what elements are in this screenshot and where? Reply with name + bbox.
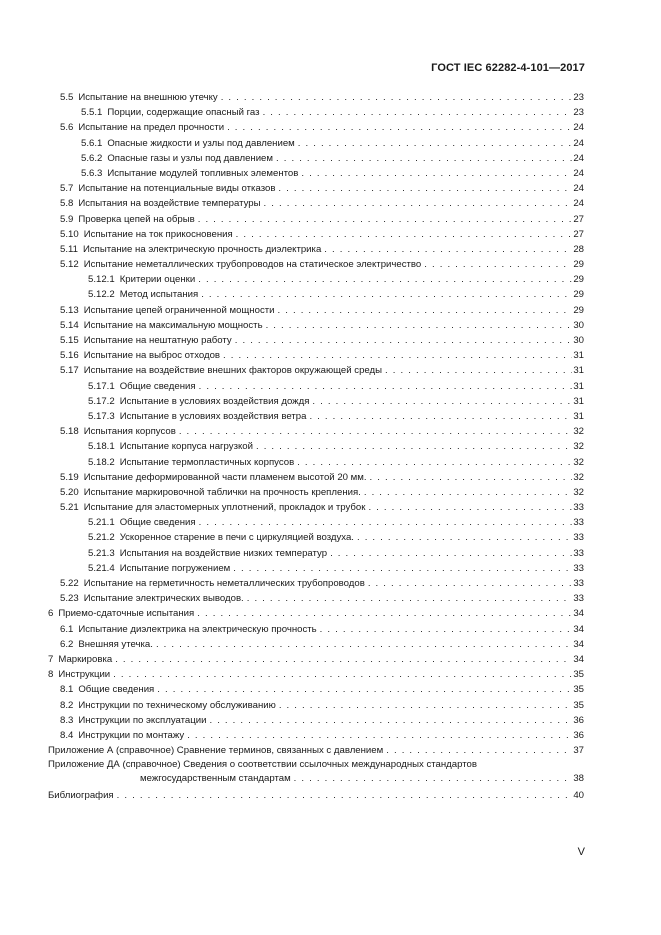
leader-dots [424,257,572,272]
toc-entry-number: 5.12 [60,259,79,271]
page-number: V [577,846,585,858]
toc-entry-page: 34 [573,608,584,620]
toc-entry[interactable] [48,333,584,348]
leader-dots [368,500,572,515]
toc-entry-page: 33 [573,562,584,574]
toc-entry-title: Испытание для эластомерных уплотнений, прокладок и трубок [83,502,366,514]
toc-entry-page: 24 [573,137,584,149]
toc-entry[interactable] [48,394,584,409]
toc-entry-page: 24 [573,183,584,195]
toc-entry[interactable] [48,667,584,682]
toc-entry-number: 5.15 [60,335,79,346]
toc-entry[interactable] [48,287,584,302]
toc-entry-title: Испытание в условиях воздействия дождя [119,395,310,407]
toc-entry-page: 33 [573,547,584,559]
leader-dots [197,606,572,621]
toc-entry[interactable] [48,546,584,561]
leader-dots [278,181,572,196]
toc-entry-title: Испытание неметаллических трубопроводов на статическое электричество [83,259,422,271]
toc-entry-number: 8 [48,669,54,681]
leader-dots [113,667,572,682]
toc-entry[interactable] [48,743,584,758]
toc-entry-number: 6.2 [60,638,74,650]
toc-entry-number: 5.13 [60,304,79,316]
toc-entry-number: 5.6.1 [81,137,103,149]
toc-entry-title: Испытания на воздействие низких температур [119,547,328,559]
toc-entry[interactable] [48,591,584,606]
toc-entry-page: 32 [573,441,584,453]
toc-entry[interactable] [48,637,584,652]
toc-entry-page: 31 [573,365,584,377]
toc-entry-page: 24 [573,122,584,134]
toc-entry-page: 27 [573,228,584,240]
toc-entry-page: 32 [573,426,584,438]
document-code: ГОСТ IEC 62282-4-101—2017 [431,62,585,74]
toc-entry-bibliography[interactable] [48,788,584,803]
toc-entry-page: 29 [573,274,584,286]
toc-entry[interactable] [48,622,584,637]
toc-entry-title: Инструкции по монтажу [78,729,185,741]
toc-entry[interactable] [48,196,584,211]
toc-entry-title: Общие сведения [119,380,196,392]
toc-entry[interactable] [48,257,584,272]
toc-entry-number: 8.4 [60,729,74,741]
toc-entry-page: 40 [573,790,584,802]
toc-entry-title: Приложение ДА (справочное) Сведения о соответствии ссылочных международных стандартов [48,759,477,771]
toc-entry-number: 5.9 [60,213,74,225]
leader-dots [385,363,572,378]
toc-entry-number: 5.23 [60,593,79,605]
toc-entry-title-cont: межгосударственным стандартам [140,773,291,785]
leader-dots [156,637,572,652]
leader-dots [312,394,572,409]
toc-entry-title: Инструкции по техническому обслуживанию [78,699,276,711]
toc-entry-number: 5.17.3 [88,410,115,422]
leader-dots [298,136,573,151]
leader-dots [276,151,572,166]
toc-entry-title: Опасные газы и узлы под давлением [107,152,273,164]
leader-dots [235,333,573,348]
toc-entry-title: Инструкции по эксплуатации [78,714,207,726]
toc-entry-page: 34 [573,638,584,650]
toc-entry-number: 5.21.2 [88,532,115,544]
leader-dots [266,318,573,333]
leader-dots [263,105,573,120]
toc-entry-page: 30 [573,335,584,346]
toc-entry-title: Испытание на предел прочности [78,122,225,134]
toc-entry-title: Испытание на внешнюю утечку [78,92,218,103]
toc-entry[interactable] [48,136,584,151]
toc-entry[interactable] [48,409,584,424]
toc-entry-page: 35 [573,699,584,711]
toc-entry-number: 5.21.3 [88,547,115,559]
toc-entry-number: 5.8 [60,198,74,210]
table-of-contents [48,90,584,803]
toc-entry[interactable] [48,363,584,378]
toc-entry-title: Испытание цепей ограниченной мощности [83,304,275,316]
toc-entry[interactable] [48,728,584,743]
toc-entry-title: Испытание деформированной части пламенем высотой 20 мм. [83,471,367,483]
toc-entry[interactable] [48,90,584,105]
toc-entry-page: 33 [573,578,584,589]
leader-dots [187,728,572,743]
leader-dots [256,439,572,454]
toc-entry-number: 5.12.2 [88,289,115,301]
leader-dots [294,772,573,786]
leader-dots [223,348,572,363]
toc-entry-number: 5.6.3 [81,167,103,179]
toc-entry[interactable] [48,576,584,591]
leader-dots [309,409,572,424]
toc-entry-page: 33 [573,502,584,514]
toc-entry-number: 5.21.1 [88,517,115,529]
toc-entry-title: Инструкции [58,669,111,681]
toc-entry-page: 36 [573,714,584,726]
toc-entry-number: 5.6.2 [81,152,103,164]
leader-dots [199,379,573,394]
toc-entry[interactable] [48,151,584,166]
leader-dots [364,485,572,500]
leader-dots [320,622,573,637]
toc-entry-number: 6.1 [60,623,74,635]
toc-entry-page: 23 [573,107,584,119]
toc-entry-page: 34 [573,653,584,665]
toc-entry-list [48,90,584,758]
toc-entry[interactable] [48,439,584,454]
toc-entry-number: 5.11 [60,243,78,255]
toc-entry-page: 31 [573,380,584,392]
toc-entry-number: 5.10 [60,228,79,240]
toc-entry-title: Метод испытания [119,289,199,301]
toc-entry-page: 31 [573,395,584,407]
toc-entry-number: 5.20 [60,486,79,498]
toc-entry-title: Общие сведения [78,684,155,696]
toc-entry-page: 29 [573,259,584,271]
toc-entry[interactable] [48,242,584,257]
toc-entry[interactable] [48,606,584,621]
toc-entry-title: Порции, содержащие опасный газ [107,107,260,119]
toc-entry-title: Испытание на герметичность неметаллических трубопроводов [83,578,365,589]
toc-entry-page: 38 [573,773,584,785]
toc-entry[interactable] [48,212,584,227]
toc-entry-page: 30 [573,319,584,331]
toc-entry[interactable] [48,166,584,181]
toc-entry[interactable] [48,379,584,394]
toc-entry-number: 5.18.2 [88,456,115,468]
toc-entry-number: 5.17.1 [88,380,115,392]
toc-entry-page: 29 [573,304,584,316]
toc-entry-title: Испытания на воздействие температуры [78,198,261,210]
toc-entry[interactable] [48,318,584,333]
toc-entry-title: Критерии оценки [119,274,196,286]
leader-dots [233,561,572,576]
toc-entry-number: 5.19 [60,471,79,483]
toc-entry-title: Опасные жидкости и узлы под давлением [107,137,295,149]
toc-entry[interactable] [48,485,584,500]
leader-dots [324,242,572,257]
toc-entry-title: Испытание модулей топливных элементов [107,167,299,179]
toc-entry-page: 29 [573,289,584,301]
toc-entry[interactable] [48,455,584,470]
toc-entry-title: Испытание на максимальную мощность [83,319,263,331]
toc-entry-number: 5.21 [60,502,79,514]
toc-entry-page: 32 [573,456,584,468]
toc-entry[interactable] [48,424,584,439]
toc-entry-number: 5.16 [60,350,79,362]
toc-entry-number: 5.6 [60,122,74,134]
toc-entry[interactable] [48,303,584,318]
toc-entry-title: Приемо-сдаточные испытания [58,608,195,620]
toc-entry-title: Испытание корпуса нагрузкой [119,441,253,453]
toc-entry-number: 5.12.1 [88,274,115,286]
toc-entry-number: 8.3 [60,714,74,726]
leader-dots [236,227,573,242]
toc-entry-number: 5.17.2 [88,395,115,407]
toc-entry-title: Маркировка [58,653,113,665]
leader-dots [115,652,572,667]
toc-entry[interactable] [48,713,584,728]
leader-dots [278,303,573,318]
toc-entry-title: Испытание в условиях воздействия ветра [119,410,307,422]
leader-dots [221,90,573,105]
leader-dots [209,713,572,728]
toc-entry-page: 24 [573,152,584,164]
toc-entry[interactable] [48,561,584,576]
toc-entry-page: 33 [573,517,584,529]
toc-entry-title: Общие сведения [119,517,196,529]
toc-entry-title: Испытание на электрическую прочность диэлектрика [82,243,322,255]
leader-dots [247,591,573,606]
leader-dots [198,272,572,287]
toc-entry[interactable] [48,698,584,713]
leader-dots [279,698,573,713]
leader-dots [357,530,572,545]
toc-entry-title: Испытание диэлектрика на электрическую прочность [78,623,317,635]
toc-entry[interactable] [48,515,584,530]
toc-entry-page: 33 [573,593,584,605]
toc-entry-title: Испытание электрических выводов. [83,593,244,605]
toc-entry[interactable] [48,227,584,242]
toc-entry-number: 6 [48,608,54,620]
toc-entry-page: 34 [573,623,584,635]
toc-entry-number: 5.18 [60,426,79,438]
toc-entry-title: Испытание погружением [119,562,231,574]
toc-entry[interactable] [48,181,584,196]
toc-entry-title: Испытание маркировочной таблички на прочность крепления. [83,486,361,498]
toc-entry-page: 28 [573,243,584,255]
toc-entry-appendix-da[interactable] [48,758,584,786]
toc-entry-title: Испытание на ток прикосновения [83,228,233,240]
toc-entry-number: 5.22 [60,578,79,589]
toc-entry-page: 31 [573,350,584,362]
leader-dots [301,166,572,181]
leader-dots [370,470,573,485]
toc-entry[interactable] [48,682,584,697]
toc-entry-number: 7 [48,653,54,665]
toc-entry-title: Ускоренное старение в печи с циркуляцией воздуха. [119,532,354,544]
toc-entry-number: 5.18.1 [88,441,115,453]
toc-entry[interactable] [48,120,584,135]
leader-dots [157,682,572,697]
toc-entry-page: 37 [573,745,584,757]
toc-entry-number: 5.5 [60,92,74,103]
toc-entry-page: 24 [573,167,584,179]
leader-dots [297,455,572,470]
toc-entry-number: 5.14 [60,319,79,331]
leader-dots [199,515,573,530]
toc-entry-title: Испытание термопластичных корпусов [119,456,295,468]
toc-entry-title: Библиография [48,790,114,802]
toc-entry-page: 24 [573,198,584,210]
toc-entry-title: Испытание на нештатную работу [83,335,232,346]
toc-entry-page: 32 [573,486,584,498]
toc-entry[interactable] [48,105,584,120]
toc-entry-page: 35 [573,669,584,681]
toc-entry-page: 27 [573,213,584,225]
toc-entry[interactable] [48,470,584,485]
toc-entry-page: 23 [573,92,584,103]
toc-entry-number: 5.7 [60,183,74,195]
toc-entry-title: Испытание на выброс отходов [83,350,221,362]
leader-dots [386,743,572,758]
toc-entry-page: 33 [573,532,584,544]
leader-dots [117,788,573,803]
toc-entry-number: 5.17 [60,365,79,377]
leader-dots [198,212,573,227]
leader-dots [264,196,573,211]
leader-dots [201,287,572,302]
toc-entry-page: 32 [573,471,584,483]
leader-dots [330,546,572,561]
toc-entry-title: Испытание на воздействие внешних факторов окружающей среды [83,365,383,377]
toc-entry-title: Внешняя утечка. [78,638,153,650]
toc-entry-page: 35 [573,684,584,696]
toc-entry-title: Приложение А (справочное) Сравнение терминов, связанных с давлением [48,745,384,757]
toc-entry[interactable] [48,530,584,545]
toc-entry-number: 8.2 [60,699,74,711]
toc-entry-number: 5.5.1 [81,107,103,119]
toc-entry-number: 5.21.4 [88,562,115,574]
toc-entry-page: 36 [573,729,584,741]
leader-dots [179,424,573,439]
toc-entry-number: 8.1 [60,684,74,696]
leader-dots [368,576,573,591]
toc-entry[interactable] [48,652,584,667]
toc-entry[interactable] [48,348,584,363]
toc-entry[interactable] [48,272,584,287]
leader-dots [227,120,572,135]
toc-entry[interactable] [48,500,584,515]
toc-entry-title: Испытания корпусов [83,426,176,438]
toc-entry-page: 31 [573,410,584,422]
toc-entry-title: Испытание на потенциальные виды отказов [78,183,276,195]
toc-entry-title: Проверка цепей на обрыв [78,213,195,225]
